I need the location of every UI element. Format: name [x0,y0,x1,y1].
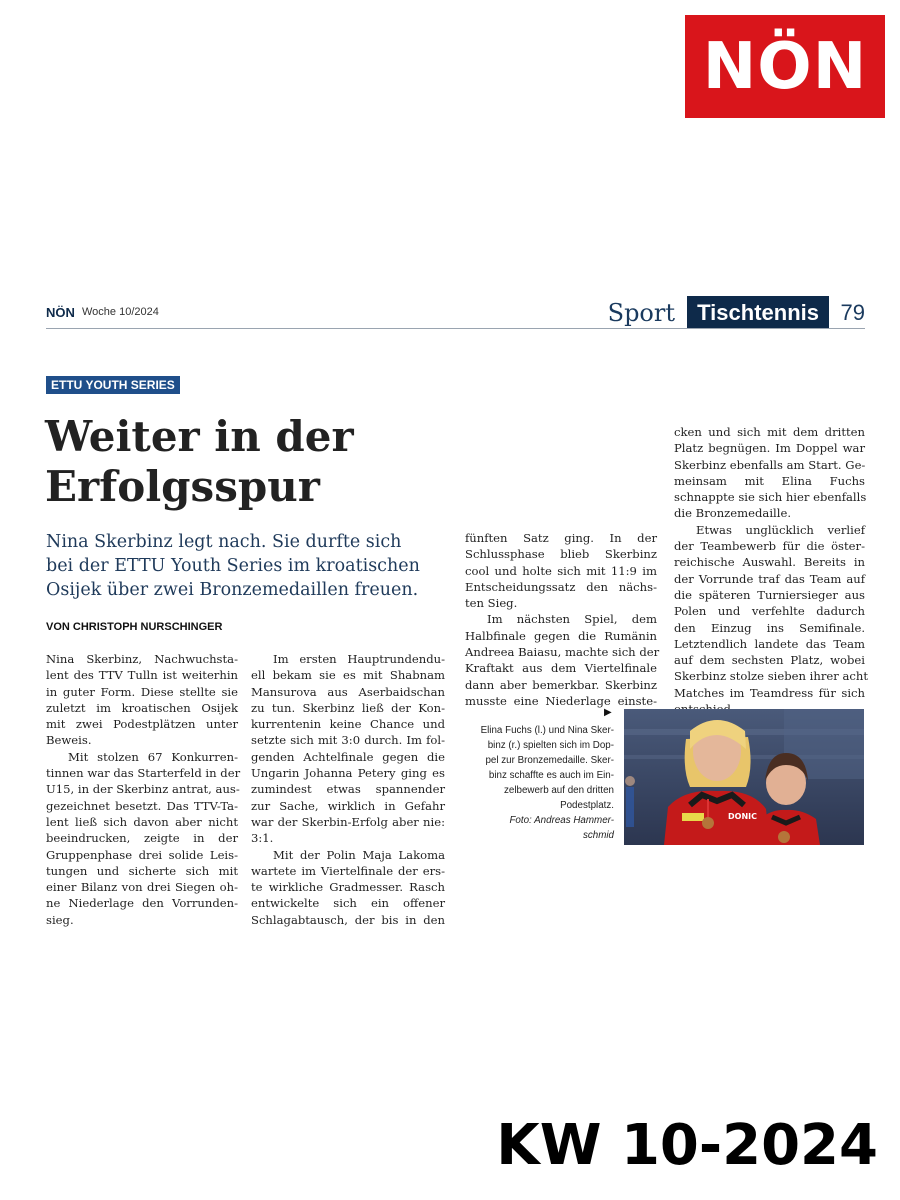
text-line: reichische Auswahl. Bereits in [674,555,865,570]
caption-line: binz schaffte es auch im Ein- [488,770,614,781]
text-line: beeindrucken, zeigte in der [46,831,238,846]
text-line: Schlagabtausch, der bis in den [251,912,445,927]
text-line: lent des TTV Tulln ist weiterhin [46,668,238,683]
text-line: Ungarin Johanna Petery ging es [251,766,445,781]
text-line: musste eine Niederlage einste- [465,693,657,708]
text-line: entwickelte sich ein offener [251,896,445,911]
lead-line: Nina Skerbinz legt nach. Sie durfte sich [46,532,402,552]
lead-line: Osijek über zwei Bronzemedaillen freuen. [46,580,419,600]
text-line: auf dem sechsten Platz, wobei [674,653,865,668]
text-line: zu tun. Skerbinz ließ der Kon- [251,700,445,715]
title-line: Weiter in der [45,412,354,461]
text-line: Schlussphase blieb Skerbinz [465,547,657,562]
shirt-print: DONIC [728,812,757,821]
text-line: Im nächsten Spiel, dem [487,612,657,627]
caption-line: Podestplatz. [560,800,614,811]
text-line: gezeichnet besetzt. Das TTV-Ta- [46,798,238,813]
text-line: 3:1. [251,831,274,846]
text-line: mit zwei Podestplätzen unter [46,717,238,732]
text-line: der Teambewerb für die öster- [674,539,865,554]
photo-illustration [624,709,864,845]
text-line: genden Achtelfinale gegen die [251,749,445,764]
page-number: 79 [840,300,865,325]
text-line: lent ließ sich davon aber nicht [46,814,238,829]
text-line: Etwas unglücklich verlief [696,522,865,537]
text-line: einer Bilanz von drei Siegen oh- [46,880,238,895]
text-line: Im ersten Hauptrundendu- [273,652,445,666]
category-label: Tischtennis [687,296,829,328]
text-line: ten Sieg. [465,596,518,611]
text-line: te wirkliche Gradmesser. Rasch [251,880,445,895]
text-line: zuletzt im kroatischen Osijek [46,700,238,715]
caption-line: zelbewerb auf den dritten [503,785,614,796]
text-column-4 [674,424,869,717]
text-line: Halbfinale gegen die Rumänin [465,628,657,643]
text-line: cool und holte sich mit 11:9 im [465,563,657,578]
text-line: fünften Satz ging. In der [465,531,657,545]
text-line: war der Skerbin-Erfolg aber nie: [251,814,445,829]
text-line: die späteren Turniersieger aus [674,587,865,602]
text-line: Platz begnügen. Im Doppel war [674,441,865,456]
text-line: wartete im Viertelfinale der ers- [251,863,445,878]
text-line: sieg. [46,912,74,927]
text-line: Andreea Baiasu, machte sich der [465,645,660,660]
article-photo[interactable] [624,709,864,845]
text-line: Beweis. [46,733,92,748]
text-line: zumindest etwas spannender [251,782,445,797]
text-line: der Vorrunde traf das Team auf [674,571,865,586]
text-line: zur Sache, wirklich in Gefahr [251,798,445,813]
photo-credit: Foto: Andreas Hammer- [509,815,614,826]
text-line: Letztendlich landete das Team [674,636,865,651]
photo-credit: schmid [582,830,614,841]
text-line: in guter Form. Diese stellte sie [46,684,238,699]
text-line: Polen und verfehlte dadurch [674,604,865,619]
text-line: meinsam mit Elina Fuchs [674,473,865,488]
text-line: U15, in der Skerbinz antrat, aus- [46,782,240,797]
issue-week: Woche 10/2024 [82,306,159,318]
text-line: tinnen war das Starterfeld in der [46,766,241,781]
text-line: die Bronzemedaille. [674,506,792,521]
text-line: kurrentenin keine Chance und [251,717,445,732]
text-line: Mit stolzen 67 Konkurren- [68,749,238,764]
text-line: Gruppenphase drei solide Leis- [46,847,238,862]
text-line: Mansurova aus Aserbaidschan [251,684,445,699]
title-line: Erfolgsspur [45,462,320,511]
header-rule [46,328,865,329]
text-line: ne Niederlage den Vorrunden- [46,896,238,911]
section-label: Sport [607,299,675,327]
caption-arrow-icon: ▶ [604,707,612,718]
text-line: setzte sich mit 3:0 durch. Im fol- [251,733,445,748]
caption-line: binz (r.) spielten sich im Dop- [487,740,614,751]
text-line: Mit der Polin Maja Lakoma [273,847,445,862]
page-header [46,296,865,328]
text-line: ell bekam sie es mit Shabnam [251,668,445,683]
text-line: Nina Skerbinz, Nachwuchsta- [46,652,238,666]
text-line: Matches im Teamdress für sich [674,685,865,700]
non-logo[interactable]: NÖN [685,15,885,118]
text-line: Skerbinz ebenfalls am Start. Ge- [674,457,866,472]
author-byline: VON CHRISTOPH NURSCHINGER [46,621,223,633]
text-line: Kraftakt aus dem Viertelfinale [465,661,657,676]
text-column-1 [46,651,241,928]
caption-line: pel zur Bronzemedaille. Sker- [485,755,614,766]
text-column-2 [251,651,445,928]
caption-line: Elina Fuchs (l.) und Nina Sker- [480,725,614,736]
text-line: schnappte sie sich hier ebenfalls [674,490,867,505]
text-line: Entscheidungssatz den nächs- [465,579,657,594]
text-line: den Einzug ins Semifinale. [674,620,865,635]
text-line: dann aber bemerkbar. Skerbinz [465,677,657,692]
text-line: cken und sich mit dem dritten [674,425,865,439]
text-column-3 [465,530,660,709]
photo-caption [460,723,614,843]
article-kicker: ETTU YOUTH SERIES [46,376,180,394]
article-title [45,412,445,512]
article-lead [46,530,466,602]
week-label: KW 10-2024 [496,1113,878,1178]
publication-name: NÖN [46,305,75,320]
text-line: Skerbinz stolze sieben ihrer acht [674,669,869,684]
lead-line: bei der ETTU Youth Series im kroatischen [46,556,420,576]
text-line: tungen und sicherte sich mit [46,863,238,878]
